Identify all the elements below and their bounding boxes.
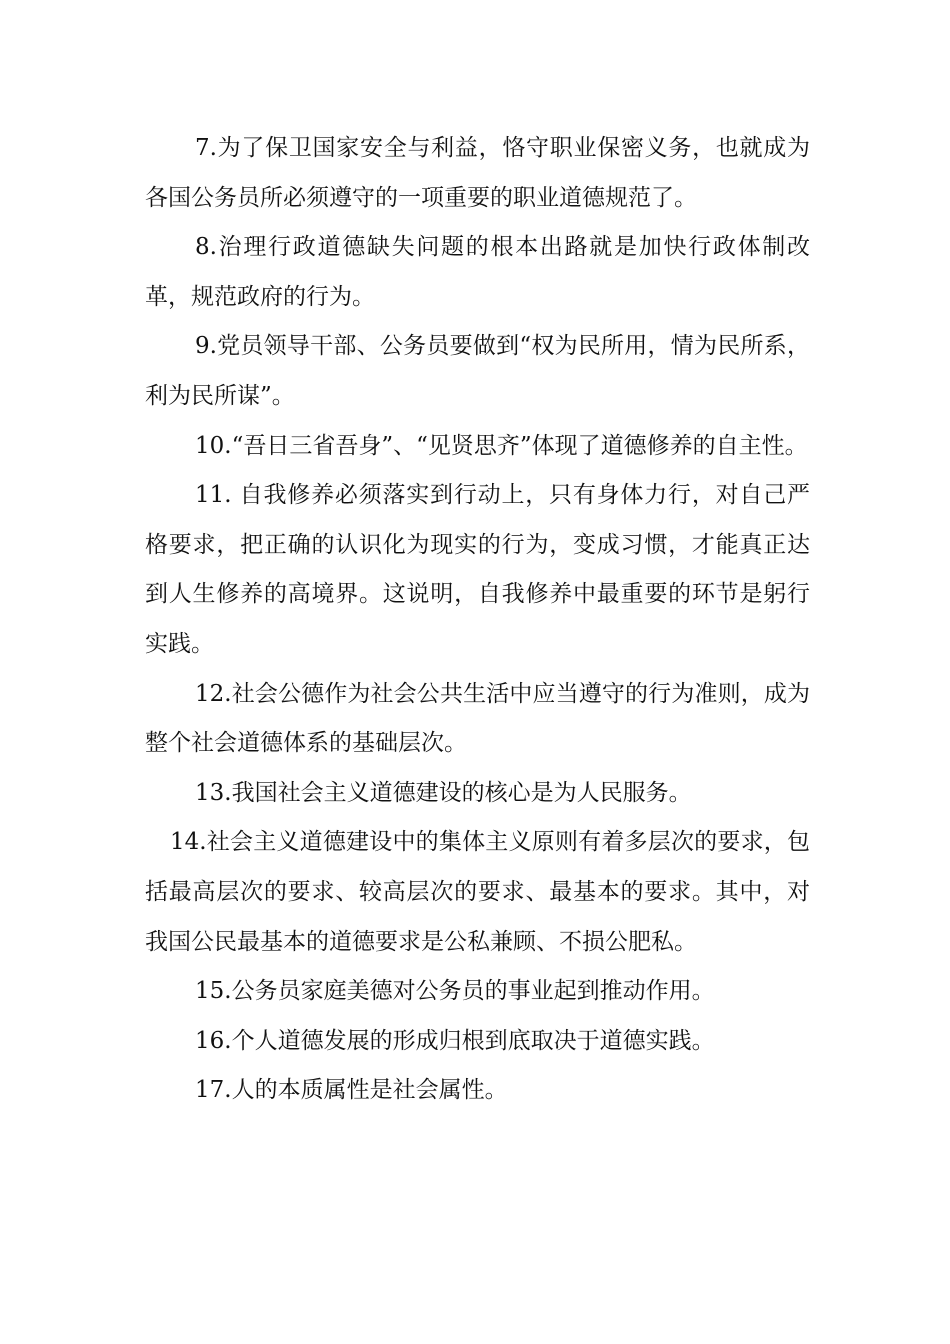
paragraph-12: 12.社会公德作为社会公共生活中应当遵守的行为准则，成为整个社会道德体系的基础层次。 (145, 680, 810, 757)
paragraph-10: 10.“吾日三省吾身”、“见贤思齐”体现了道德修养的自主性。 (195, 432, 808, 459)
paragraph-8: 8.治理行政道德缺失问题的根本出路就是加快行政体制改革，规范政府的行为。 (145, 234, 810, 310)
paragraph-17: 17.人的本质属性是社会属性。 (195, 1077, 508, 1104)
document-body (145, 124, 810, 1116)
paragraph-14: 14.社会主义道德建设中的集体主义原则有着多层次的要求，包括最高层次的要求、较高层次的要求、最基本的要求。其中，对我国公民最基本的道德要求是公私兼顾、不损公肥私。 (145, 829, 810, 955)
paragraph-7: 7.为了保卫国家安全与利益，恪守职业保密义务，也就成为各国公务员所必须遵守的一项重要的职业道德规范了。 (145, 135, 810, 211)
paragraph-11: 11. 自我修养必须落实到行动上，只有身体力行，对自己严格要求，把正确的认识化为现实的行为，变成习惯，才能真正达到人生修养的高境界。这说明，自我修养中最重要的环节是躬行实践。 (145, 482, 810, 657)
paragraph-16: 16.个人道德发展的形成归根到底取决于道德实践。 (195, 1027, 715, 1054)
paragraph-13: 13.我国社会主义道德建设的核心是为人民服务。 (195, 779, 692, 806)
paragraph-9: 9.党员领导干部、公务员要做到“权为民所用，情为民所系，利为民所谋”。 (145, 333, 810, 409)
paragraph-15: 15.公务员家庭美德对公务员的事业起到推动作用。 (195, 978, 715, 1005)
